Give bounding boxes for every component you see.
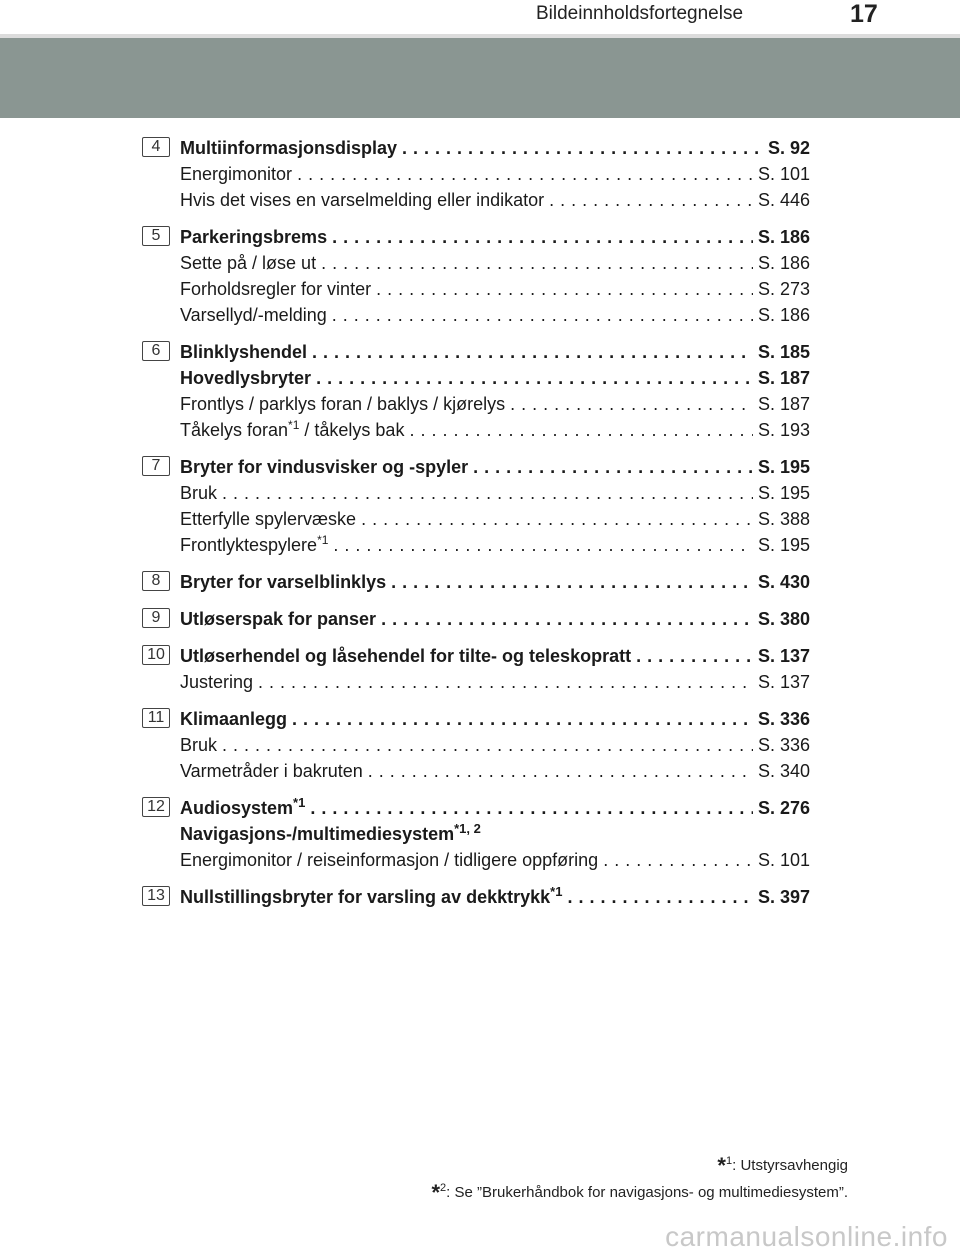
dot-leader bbox=[333, 532, 753, 558]
toc-entry-text: Klimaanlegg bbox=[180, 709, 288, 729]
toc-entry-text: Tåkelys foran bbox=[180, 420, 289, 440]
toc-section bbox=[142, 884, 810, 910]
toc-entry-page: S. 336 bbox=[757, 735, 810, 755]
dot-leader bbox=[381, 606, 753, 632]
toc-entry-title bbox=[180, 643, 631, 669]
toc-entry-title bbox=[180, 847, 598, 873]
dot-leader bbox=[603, 847, 753, 873]
toc-entry[interactable] bbox=[180, 732, 810, 758]
toc-entry-text: Varmetråder i bakruten bbox=[180, 761, 363, 781]
footnote-star: * bbox=[431, 1180, 441, 1205]
toc-entry[interactable] bbox=[180, 276, 810, 302]
section-number-badge: 6 bbox=[142, 341, 170, 361]
dot-leader bbox=[402, 135, 763, 161]
toc-entry-page: S. 195 bbox=[757, 483, 810, 503]
dot-leader bbox=[292, 706, 753, 732]
header-title: Bildeinnholdsfortegnelse bbox=[536, 3, 744, 24]
toc-section bbox=[142, 454, 810, 558]
toc-entry-page: S. 101 bbox=[757, 850, 810, 870]
toc-section bbox=[142, 643, 810, 695]
toc-entry[interactable] bbox=[180, 884, 810, 910]
dot-leader bbox=[376, 276, 753, 302]
section-number-badge: 11 bbox=[142, 708, 170, 728]
header-bar bbox=[0, 0, 960, 34]
dot-leader bbox=[258, 669, 753, 695]
toc-entry-text: Bryter for varselblinklys bbox=[180, 572, 387, 592]
toc-entry-text: Frontlyktespylere bbox=[180, 535, 318, 555]
toc-section bbox=[142, 569, 810, 595]
dot-leader bbox=[297, 161, 753, 187]
toc-entry-page: S. 388 bbox=[757, 509, 810, 529]
toc-entry-title bbox=[180, 821, 481, 847]
toc-entry-text: Energimonitor bbox=[180, 164, 293, 184]
toc-entry-page: S. 137 bbox=[757, 672, 810, 692]
toc-entry[interactable] bbox=[180, 339, 810, 365]
footnote-marker: *1, 2 bbox=[454, 821, 481, 836]
toc-entry-text: Varsellyd/-melding bbox=[180, 305, 327, 325]
section-number-badge: 12 bbox=[142, 797, 170, 817]
dot-leader bbox=[567, 884, 753, 910]
dot-leader bbox=[636, 643, 753, 669]
dot-leader bbox=[332, 302, 753, 328]
toc-entry-title bbox=[180, 669, 253, 695]
toc-entry-text: Audiosystem bbox=[180, 798, 294, 818]
toc-entry-title bbox=[180, 365, 311, 391]
section-number-badge: 5 bbox=[142, 226, 170, 246]
toc-entry-page: S. 273 bbox=[757, 279, 810, 299]
toc-entry-text: Etterfylle spylervæske bbox=[180, 509, 357, 529]
toc-entry-title bbox=[180, 454, 468, 480]
footnote-text: : Utstyrsavhengig bbox=[732, 1157, 848, 1174]
toc-entry-text: Energimonitor / reiseinformasjon / tidligere oppføring bbox=[180, 850, 599, 870]
dot-leader bbox=[222, 732, 753, 758]
footnotes bbox=[431, 1150, 848, 1204]
dot-leader bbox=[409, 417, 753, 443]
dot-leader bbox=[510, 391, 753, 417]
toc-entry-page: S. 397 bbox=[757, 887, 810, 907]
toc-entry-title bbox=[180, 391, 505, 417]
toc-entry[interactable] bbox=[180, 569, 810, 595]
toc-entry-text: Nullstillingsbryter for varsling av dekktrykk bbox=[180, 887, 551, 907]
section-number-badge: 13 bbox=[142, 886, 170, 906]
toc-entry-page: S. 276 bbox=[757, 798, 810, 818]
toc-entry[interactable] bbox=[180, 669, 810, 695]
dot-leader bbox=[222, 480, 753, 506]
page-number: 17 bbox=[850, 0, 878, 28]
dot-leader bbox=[368, 758, 753, 784]
toc-entry-title bbox=[180, 795, 305, 821]
toc-entry[interactable] bbox=[180, 391, 810, 417]
toc-entry-title bbox=[180, 224, 327, 250]
toc-entry-title bbox=[180, 302, 327, 328]
toc-entry[interactable] bbox=[180, 454, 810, 480]
footnote bbox=[431, 1177, 848, 1204]
toc-entry-page: S. 380 bbox=[757, 609, 810, 629]
toc-entry-text: Blinklyshendel bbox=[180, 342, 308, 362]
toc-section bbox=[142, 795, 810, 873]
toc-entry-page: S. 336 bbox=[757, 709, 810, 729]
toc-entry[interactable] bbox=[180, 758, 810, 784]
toc-entry-page: S. 187 bbox=[757, 368, 810, 388]
toc-entry-page: S. 101 bbox=[757, 164, 810, 184]
toc-entry-page: S. 187 bbox=[757, 394, 810, 414]
toc-entry-page: S. 195 bbox=[757, 457, 810, 477]
toc-entry-title bbox=[180, 884, 562, 910]
toc-entry-text: Multiinformasjonsdisplay bbox=[180, 138, 398, 158]
footnote-marker: *1 bbox=[550, 884, 563, 899]
toc-entry-text: Utløserspak for panser bbox=[180, 609, 377, 629]
toc-entry-title bbox=[180, 161, 292, 187]
section-number-badge: 9 bbox=[142, 608, 170, 628]
toc-entry[interactable] bbox=[180, 506, 810, 532]
toc-entry-title bbox=[180, 532, 328, 558]
toc-entry[interactable] bbox=[180, 161, 810, 187]
toc-entry-page: S. 186 bbox=[757, 305, 810, 325]
dot-leader bbox=[312, 339, 753, 365]
toc-entry-title bbox=[180, 569, 386, 595]
section-number-badge: 10 bbox=[142, 645, 170, 665]
toc-entry-page: S. 430 bbox=[757, 572, 810, 592]
section-number-badge: 8 bbox=[142, 571, 170, 591]
toc-entry[interactable] bbox=[180, 224, 810, 250]
dot-leader bbox=[332, 224, 753, 250]
toc-section bbox=[142, 606, 810, 632]
toc-entry-page: S. 92 bbox=[767, 138, 810, 158]
toc-entry-title bbox=[180, 480, 217, 506]
dot-leader bbox=[321, 250, 753, 276]
toc-entry-page: S. 186 bbox=[757, 253, 810, 273]
toc-entry-page: S. 340 bbox=[757, 761, 810, 781]
toc-entry-page: S. 185 bbox=[757, 342, 810, 362]
footnote-marker: *1 bbox=[288, 418, 300, 432]
toc-entry-text: Forholdsregler for vinter bbox=[180, 279, 372, 299]
toc-entry[interactable] bbox=[180, 847, 810, 873]
toc-entry-title bbox=[180, 506, 356, 532]
toc-entry[interactable] bbox=[180, 187, 810, 213]
toc-entry-page: S. 137 bbox=[757, 646, 810, 666]
toc-entry[interactable] bbox=[180, 532, 810, 558]
toc-entry-text: Bruk bbox=[180, 735, 218, 755]
toc-section bbox=[142, 135, 810, 213]
toc-entry-text: Justering bbox=[180, 672, 254, 692]
footnote-number: 2 bbox=[440, 1182, 447, 1194]
toc-entry-page: S. 195 bbox=[757, 535, 810, 555]
toc-entry-title bbox=[180, 758, 363, 784]
footnote bbox=[431, 1150, 848, 1177]
footnote-text: : Se ”Brukerhåndbok for navigasjons- og multimediesystem”. bbox=[446, 1184, 848, 1201]
toc-entry-text: Hvis det vises en varselmelding eller indikator bbox=[180, 190, 545, 210]
dot-leader bbox=[391, 569, 753, 595]
header-banner bbox=[0, 38, 960, 118]
toc-section bbox=[142, 224, 810, 328]
dot-leader bbox=[549, 187, 753, 213]
toc-entry-title bbox=[180, 417, 404, 443]
section-number-badge: 4 bbox=[142, 137, 170, 157]
toc-entry-text: Navigasjons-/multimediesystem bbox=[180, 824, 455, 844]
toc-entry[interactable] bbox=[180, 706, 810, 732]
toc-entry-page: S. 193 bbox=[757, 420, 810, 440]
toc-entry-text: Bryter for vindusvisker og -spyler bbox=[180, 457, 469, 477]
dot-leader bbox=[316, 365, 753, 391]
toc-entry[interactable] bbox=[180, 821, 810, 847]
toc-entry-page: S. 446 bbox=[757, 190, 810, 210]
toc-entry-text: Bruk bbox=[180, 483, 218, 503]
footnote-marker: *1 bbox=[293, 795, 306, 810]
toc-section bbox=[142, 339, 810, 443]
toc-entry[interactable] bbox=[180, 302, 810, 328]
toc-entry-title bbox=[180, 606, 376, 632]
table-of-contents bbox=[142, 135, 810, 921]
toc-entry-text: Frontlys / parklys foran / baklys / kjørelys bbox=[180, 394, 506, 414]
toc-entry[interactable] bbox=[180, 365, 810, 391]
toc-entry[interactable] bbox=[180, 135, 810, 161]
toc-entry-text: Parkeringsbrems bbox=[180, 227, 328, 247]
toc-entry-text: Utløserhendel og låsehendel for tilte- og teleskopratt bbox=[180, 646, 632, 666]
toc-entry[interactable] bbox=[180, 795, 810, 821]
toc-entry-text: Hovedlysbryter bbox=[180, 368, 312, 388]
toc-entry-title bbox=[180, 187, 544, 213]
dot-leader bbox=[473, 454, 753, 480]
dot-leader bbox=[310, 795, 753, 821]
toc-entry[interactable] bbox=[180, 250, 810, 276]
toc-entry-title bbox=[180, 706, 287, 732]
toc-entry-title bbox=[180, 276, 371, 302]
toc-entry-text: Sette på / løse ut bbox=[180, 253, 317, 273]
toc-entry[interactable] bbox=[180, 417, 810, 443]
section-number-badge: 7 bbox=[142, 456, 170, 476]
footnote-marker: *1 bbox=[317, 533, 329, 547]
toc-entry[interactable] bbox=[180, 643, 810, 669]
toc-entry[interactable] bbox=[180, 606, 810, 632]
footnote-number: 1 bbox=[725, 1155, 733, 1167]
toc-entry-title bbox=[180, 250, 316, 276]
toc-entry[interactable] bbox=[180, 480, 810, 506]
footnote-star: * bbox=[717, 1153, 726, 1178]
dot-leader bbox=[361, 506, 753, 532]
toc-entry-text-suffix: / tåkelys bak bbox=[299, 420, 405, 440]
watermark: carmanualsonline.info bbox=[665, 1221, 948, 1252]
toc-entry-page: S. 186 bbox=[757, 227, 810, 247]
toc-entry-title bbox=[180, 339, 307, 365]
toc-section bbox=[142, 706, 810, 784]
toc-entry-title bbox=[180, 732, 217, 758]
toc-entry-title bbox=[180, 135, 397, 161]
